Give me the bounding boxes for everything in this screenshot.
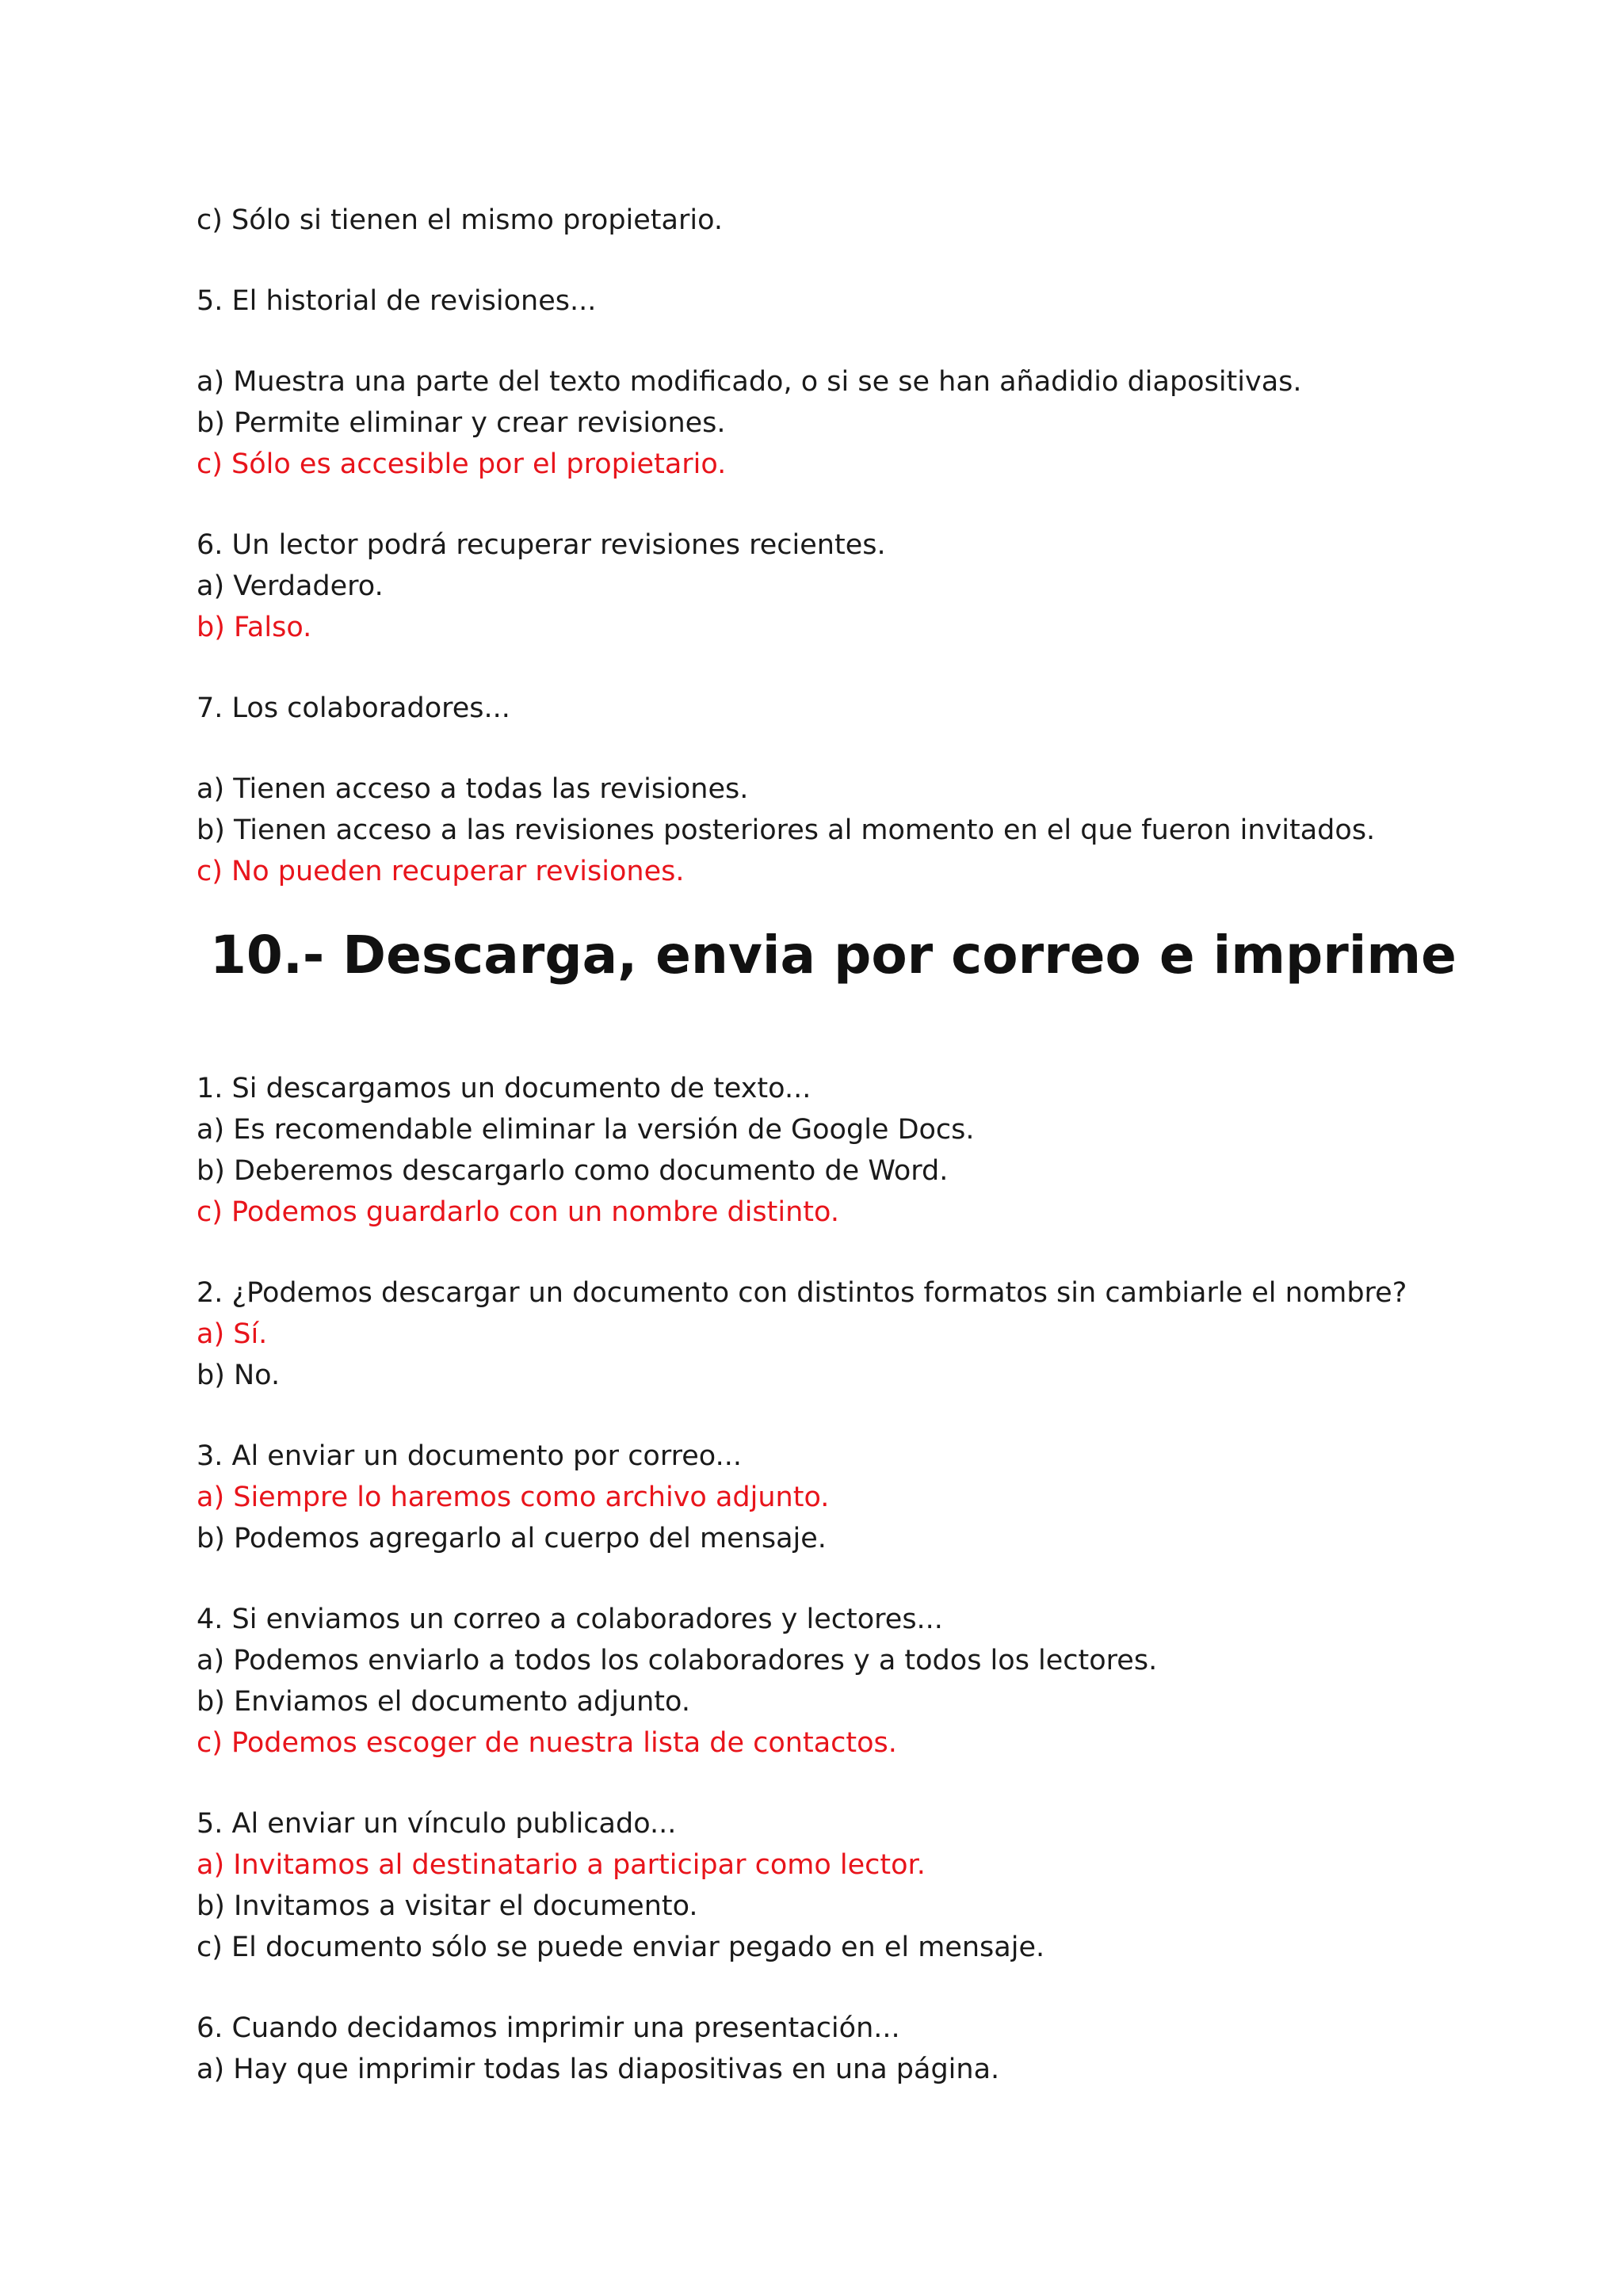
- question-text: 3. Al enviar un documento por correo...: [197, 1440, 742, 1472]
- answer-option: b) No.: [197, 1360, 281, 1391]
- correct-answer: c) No pueden recuperar revisiones.: [197, 856, 685, 887]
- question-text: 2. ¿Podemos descargar un documento con distintos formatos sin cambiarle el nombre?: [197, 1277, 1407, 1309]
- question-text: 6. Un lector podrá recuperar revisiones recientes.: [197, 529, 886, 561]
- answer-option: b) Enviamos el documento adjunto.: [197, 1686, 690, 1718]
- question-text: 1. Si descargamos un documento de texto...: [197, 1073, 812, 1104]
- correct-answer: a) Sí.: [197, 1318, 268, 1350]
- answer-option: b) Permite eliminar y crear revisiones.: [197, 407, 726, 439]
- answer-option: a) Muestra una parte del texto modificado, o si se se han añadidio diapositivas.: [197, 366, 1302, 398]
- question-text: 6. Cuando decidamos imprimir una presentación...: [197, 2012, 900, 2044]
- correct-answer: c) Podemos escoger de nuestra lista de contactos.: [197, 1727, 897, 1759]
- answer-option: c) El documento sólo se puede enviar pegado en el mensaje.: [197, 1932, 1045, 1963]
- correct-answer: a) Siempre lo haremos como archivo adjunto.: [197, 1482, 830, 1513]
- answer-option: a) Hay que imprimir todas las diapositivas en una página.: [197, 2054, 1000, 2085]
- question-text: 5. Al enviar un vínculo publicado...: [197, 1808, 677, 1840]
- section-heading: 10.- Descarga, envia por correo e imprime: [210, 925, 1457, 986]
- correct-answer: c) Podemos guardarlo con un nombre distinto.: [197, 1196, 839, 1228]
- answer-option: b) Deberemos descargarlo como documento de Word.: [197, 1155, 949, 1187]
- answer-option: a) Podemos enviarlo a todos los colaboradores y a todos los lectores.: [197, 1645, 1158, 1676]
- answer-option: b) Tienen acceso a las revisiones posteriores al momento en el que fueron invitados.: [197, 814, 1376, 846]
- correct-answer: c) Sólo es accesible por el propietario.: [197, 448, 727, 480]
- correct-answer: a) Invitamos al destinatario a participar como lector.: [197, 1849, 926, 1881]
- question-text: 5. El historial de revisiones...: [197, 285, 597, 317]
- answer-option: b) Invitamos a visitar el documento.: [197, 1890, 698, 1922]
- correct-answer: b) Falso.: [197, 612, 312, 643]
- answer-option: a) Tienen acceso a todas las revisiones.: [197, 773, 749, 805]
- answer-option: c) Sólo si tienen el mismo propietario.: [197, 204, 724, 236]
- question-text: 4. Si enviamos un correo a colaboradores y lectores...: [197, 1604, 943, 1635]
- answer-option: b) Podemos agregarlo al cuerpo del mensaje.: [197, 1523, 827, 1554]
- answer-option: a) Verdadero.: [197, 570, 384, 602]
- answer-option: a) Es recomendable eliminar la versión de Google Docs.: [197, 1114, 975, 1146]
- question-text: 7. Los colaboradores...: [197, 692, 510, 724]
